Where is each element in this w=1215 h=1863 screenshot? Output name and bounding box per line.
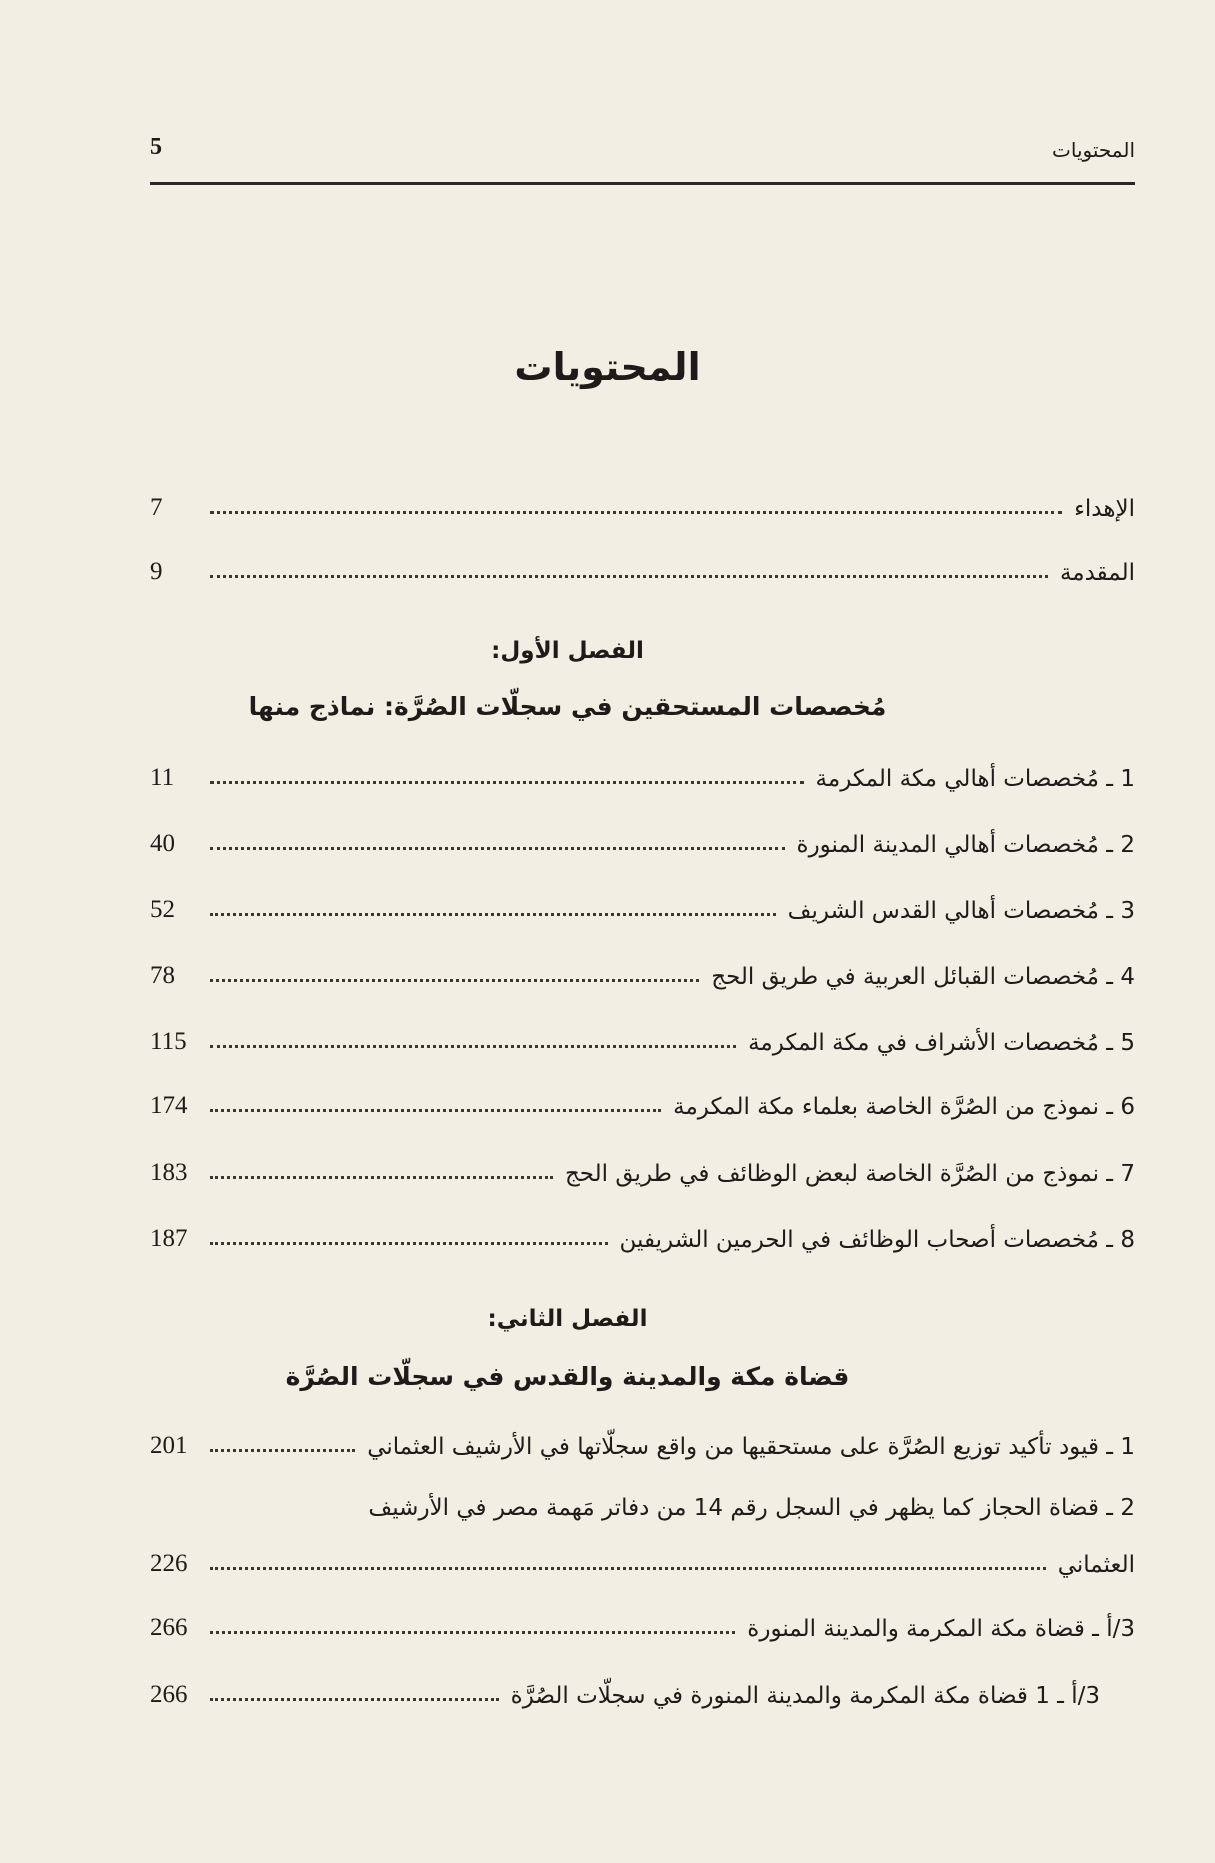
entry-title: 7 ـ نموذج من الصُرَّة الخاصة لبعض الوظائف في طريق الحج — [564, 1161, 1135, 1187]
dot-leader — [210, 511, 1062, 514]
toc-entry[interactable] — [150, 950, 1135, 990]
dot-leader — [210, 1567, 1046, 1570]
toc-entry[interactable] — [150, 1669, 1100, 1709]
entry-page: 40 — [150, 830, 175, 857]
entry-title: المقدمة — [1059, 560, 1135, 586]
entry-title: 4 ـ مُخصصات القبائل العربية في طريق الحج — [711, 964, 1135, 990]
toc-entry[interactable] — [150, 1420, 1135, 1460]
header-rule — [150, 182, 1135, 185]
entry-page: 201 — [150, 1432, 188, 1459]
chapter-label: الفصل الثاني: — [487, 1306, 648, 1332]
entry-page: 266 — [150, 1614, 188, 1641]
dot-leader — [210, 1631, 735, 1634]
chapter-title: قضاة مكة والمدينة والقدس في سجلّات الصُرَّة — [285, 1362, 850, 1391]
dot-leader — [210, 1109, 661, 1112]
dot-leader — [210, 1449, 355, 1452]
entry-page: 226 — [150, 1550, 188, 1577]
entry-title: 8 ـ مُخصصات أصحاب الوظائف في الحرمين الشريفين — [619, 1227, 1135, 1253]
entry-page: 183 — [150, 1159, 188, 1186]
toc-entry[interactable] — [150, 752, 1135, 792]
entry-title: 6 ـ نموذج من الصُرَّة الخاصة بعلماء مكة المكرمة — [673, 1094, 1135, 1120]
toc-entry[interactable] — [150, 1016, 1135, 1056]
toc-entry[interactable] — [150, 1147, 1135, 1187]
entry-page: 9 — [150, 558, 163, 585]
entry-page: 187 — [150, 1225, 188, 1252]
entry-title: 1 ـ مُخصصات أهالي مكة المكرمة — [815, 766, 1135, 792]
dot-leader — [210, 913, 776, 916]
entry-title: 3/أ ـ 1 قضاة مكة المكرمة والمدينة المنورة في سجلّات الصُرَّة — [510, 1683, 1100, 1709]
entry-page: 174 — [150, 1092, 188, 1119]
entry-title-continuation: العثماني — [1057, 1552, 1135, 1578]
toc-entry[interactable] — [150, 482, 1135, 522]
toc-entry[interactable] — [150, 818, 1135, 858]
entry-title: 1 ـ قيود تأكيد توزيع الصُرَّة على مستحقيها من واقع سجلّاتها في الأرشيف العثماني — [367, 1434, 1135, 1460]
toc-entry[interactable] — [150, 1213, 1135, 1253]
entry-title: 5 ـ مُخصصات الأشراف في مكة المكرمة — [748, 1030, 1135, 1056]
page-title: المحتويات — [514, 345, 701, 389]
entry-page: 7 — [150, 494, 163, 521]
entry-page: 78 — [150, 962, 175, 989]
dot-leader — [210, 575, 1048, 578]
entry-page: 115 — [150, 1028, 187, 1055]
toc-entry[interactable] — [150, 884, 1135, 924]
dot-leader — [210, 1698, 499, 1701]
page-number: 5 — [150, 134, 162, 160]
entry-title: 2 ـ قضاة الحجاز كما يظهر في السجل رقم 14 من دفاتر مَهمة مصر في الأرشيف — [368, 1495, 1135, 1521]
toc-entry[interactable] — [150, 1080, 1135, 1120]
entry-page: 52 — [150, 896, 175, 923]
toc-entry[interactable] — [150, 1538, 1135, 1578]
dot-leader — [210, 1176, 553, 1179]
chapter-title: مُخصصات المستحقين في سجلّات الصُرَّة: نماذج منها — [248, 692, 887, 721]
toc-entry[interactable] — [150, 1602, 1135, 1642]
toc-entry-line1[interactable] — [150, 1481, 1135, 1521]
dot-leader — [210, 1045, 736, 1048]
entry-title: 2 ـ مُخصصات أهالي المدينة المنورة — [796, 832, 1135, 858]
dot-leader — [210, 781, 804, 784]
running-title: المحتويات — [1052, 138, 1135, 162]
dot-leader — [210, 847, 785, 850]
entry-page: 11 — [150, 764, 175, 791]
entry-page: 266 — [150, 1681, 188, 1708]
entry-title: الإهداء — [1074, 496, 1135, 522]
entry-title: 3 ـ مُخصصات أهالي القدس الشريف — [787, 898, 1135, 924]
dot-leader — [210, 1242, 608, 1245]
chapter-label: الفصل الأول: — [491, 638, 644, 664]
dot-leader — [210, 979, 699, 982]
entry-title: 3/أ ـ قضاة مكة المكرمة والمدينة المنورة — [747, 1616, 1135, 1642]
toc-entry[interactable] — [150, 546, 1135, 586]
